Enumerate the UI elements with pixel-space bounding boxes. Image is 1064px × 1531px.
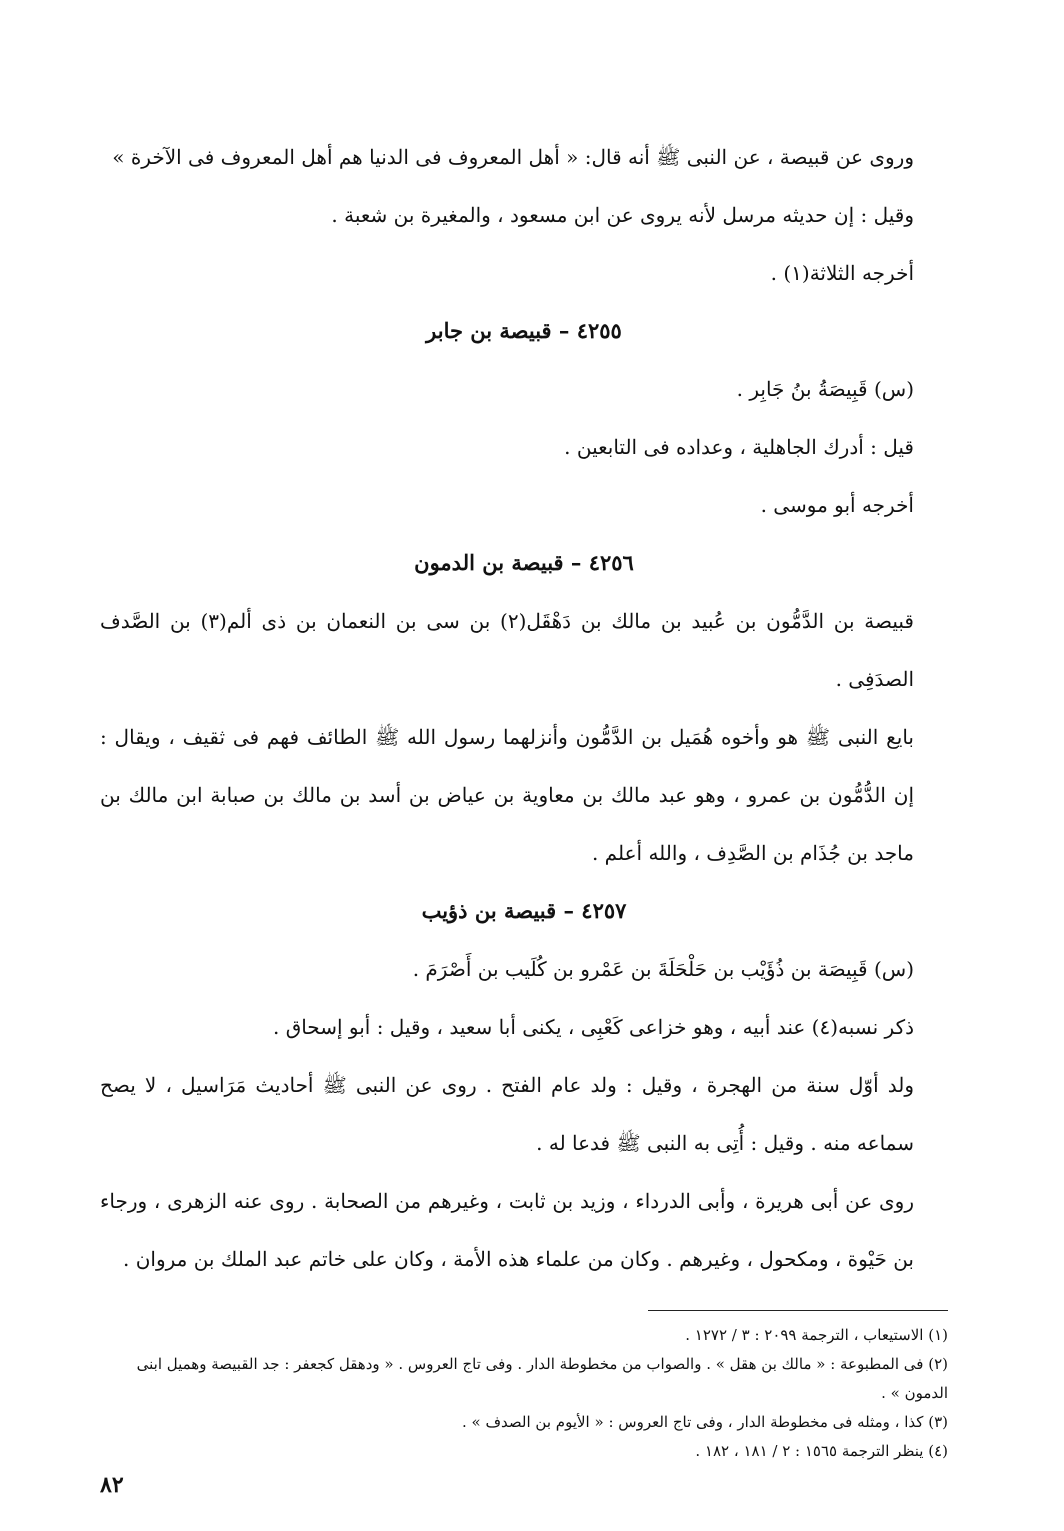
hadith-paragraph: وروى عن قبيصة ، عن النبى ﷺ أنه قال: « أهل المعروف فى الدنيا هم أهل المعروف فى الآخرة » bbox=[112, 145, 914, 169]
entry-text-line: قيل : أدرك الجاهلية ، وعداده فى التابعين . bbox=[564, 435, 914, 459]
entry-title: قبيصة بن جابر bbox=[426, 318, 552, 343]
footnote-3: (٣) كذا ، ومثله فى مخطوطة الدار ، وفى تاج العروس : « الأيوم بن الصدف » . bbox=[462, 1413, 948, 1431]
entry-text-paragraph: روى عن أبى هريرة ، وأبى الدرداء ، وزيد بن ثابت ، وغيرهم من الصحابة . روى عنه الزهرى ، ورجاء بن حَيْوة ، ومكحول ، وغيرهم . وكان من علماء هذه الأمة ، وكان على خاتم عبد الملك بن مروان . bbox=[100, 1189, 914, 1271]
entry-heading-4255 bbox=[100, 302, 948, 360]
entry-name-line: (س) قَبِيصَةُ بنُ جَابِر . bbox=[736, 377, 914, 401]
footnote-1: (١) الاستيعاب ، الترجمة ٢٠٩٩ : ٣ / ١٢٧٢ . bbox=[685, 1326, 948, 1344]
entry-dash: – bbox=[570, 550, 582, 575]
entry-name-line: (س) قَبِيصَة بن ذُؤَيْب بن حَلْحَلَةَ بن عَمْرو بن كُلَيب بن أَصْرَمَ . bbox=[412, 957, 914, 981]
footnote-2: (٢) فى المطبوعة : « مالك بن هقل » . والصواب من مخطوطة الدار . وفى تاج العروس . « ودهقل كجعفر : جد القبيصة وهميل ابنى الدمون » . bbox=[136, 1355, 948, 1402]
footnote-4: (٤) ينظر الترجمة ١٥٦٥ : ٢ / ١٨١ ، ١٨٢ . bbox=[695, 1442, 948, 1460]
entry-heading-4256 bbox=[100, 534, 948, 592]
entry-lineage-paragraph: قبيصة بن الدَّمُّون بن عُبيد بن مالك بن دَهْقَل(٢) بن سى بن النعمان بن ذى ألم(٣) بن الصَّدف الصدَفِى . bbox=[100, 609, 914, 691]
entry-heading-4257 bbox=[100, 882, 948, 940]
entry-title: قبيصة بن الدمون bbox=[414, 550, 564, 575]
entry-source-line: أخرجه أبو موسى . bbox=[760, 493, 914, 517]
entry-dash: – bbox=[558, 318, 570, 343]
entry-text-paragraph: ولد أوّل سنة من الهجرة ، وقيل : ولد عام الفتح . روى عن النبى ﷺ أحاديث مَرَاسيل ، لا يصح سماعه منه . وقيل : أُتِى به النبى ﷺ فدعا له . bbox=[100, 1073, 914, 1155]
entry-number: ٤٢٥٧ bbox=[581, 898, 627, 923]
entry-text-paragraph: بايع النبى ﷺ هو وأخوه هُمَيل بن الدَّمُّون وأنزلهما رسول الله ﷺ الطائف فهم فى ثقيف ، ويقال : إن الدُّمُّون بن عمرو ، وهو عبد مالك بن معاوية بن عياض بن أسد بن مالك بن صبابة ابن مالك بن ماجد بن جُذَام بن الصَّدِف ، والله أعلم . bbox=[100, 725, 914, 865]
entry-dash: – bbox=[563, 898, 574, 923]
mursal-note: وقيل : إن حديثه مرسل لأنه يروى عن ابن مسعود ، والمغيرة بن شعبة . bbox=[331, 203, 914, 227]
page-number: ٨٢ bbox=[100, 1472, 124, 1498]
entry-number: ٤٢٥٥ bbox=[576, 318, 622, 343]
source-note: أخرجه الثلاثة(١) . bbox=[770, 261, 914, 285]
entry-number: ٤٢٥٦ bbox=[588, 550, 634, 575]
entry-title: قبيصة بن ذؤيب bbox=[421, 898, 557, 923]
entry-text-line: ذكر نسبه(٤) عند أبيه ، وهو خزاعى كَعْبِى ، يكنى أبا سعيد ، وقيل : أبو إسحاق . bbox=[272, 1015, 914, 1039]
footnote-separator bbox=[648, 1310, 948, 1311]
